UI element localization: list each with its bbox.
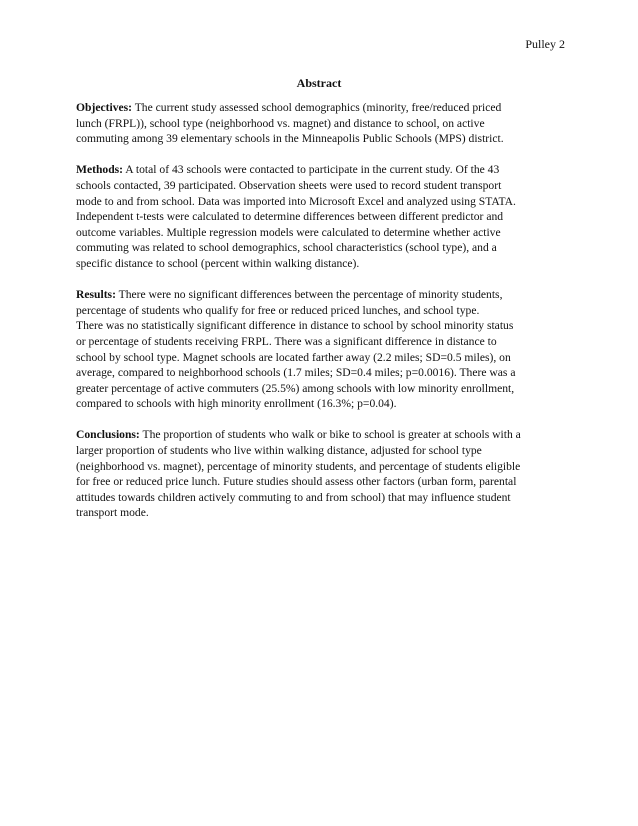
line-text: There were no significant differences between the percentage of minority students, bbox=[115, 288, 503, 302]
paragraph-line: school by school type. Magnet schools are located farther away (2.2 miles; SD=0.5 miles), on bbox=[76, 350, 511, 364]
conclusions-heading: Conclusions: bbox=[76, 428, 140, 442]
paragraph-line: (neighborhood vs. magnet), percentage of minority students, and percentage of students eligible bbox=[76, 459, 521, 473]
paragraph-line: outcome variables. Multiple regression models were calculated to determine whether active bbox=[76, 225, 501, 239]
paragraph-line: greater percentage of active commuters (25.5%) among schools with low minority enrollment, bbox=[76, 381, 515, 395]
abstract-title: Abstract bbox=[296, 76, 342, 90]
paragraph-line bbox=[76, 287, 566, 303]
objectives-paragraph bbox=[76, 100, 566, 147]
paragraph-line: compared to schools with high minority enrollment (16.3%; p=0.04). bbox=[76, 397, 397, 411]
paragraph-line: average, compared to neighborhood schools (1.7 miles; SD=0.4 miles; p=0.0016). There was a bbox=[76, 366, 516, 380]
paragraph-line: schools contacted, 39 participated. Observation sheets were used to record student transport bbox=[76, 178, 502, 192]
paragraph-line: commuting among 39 elementary schools in the Minneapolis Public Schools (MPS) district. bbox=[76, 132, 504, 146]
paragraph-line bbox=[76, 162, 566, 178]
line-text: The current study assessed school demographics (minority, free/reduced priced bbox=[132, 101, 502, 114]
running-head: Pulley 2 bbox=[525, 37, 565, 51]
paragraph-line: larger proportion of students who live within walking distance, adjusted for school type bbox=[76, 444, 482, 458]
paragraph-line: percentage of students who qualify for free or reduced priced lunches, and school type. bbox=[76, 303, 480, 317]
paragraph-line: transport mode. bbox=[76, 506, 149, 520]
paragraph-line: lunch (FRPL)), school type (neighborhood vs. magnet) and distance to school, on active bbox=[76, 116, 485, 130]
paragraph-line: or percentage of students receiving FRPL. There was a significant difference in distance to bbox=[76, 334, 497, 348]
conclusions-paragraph bbox=[76, 427, 566, 521]
paragraph-line bbox=[76, 100, 566, 116]
paragraph-line: Independent t-tests were calculated to determine differences between different predictor and bbox=[76, 210, 504, 224]
paragraph-line: attitudes towards children actively commuting to and from school) that may influence student bbox=[76, 490, 511, 504]
results-heading: Results: bbox=[76, 288, 116, 302]
results-paragraph bbox=[76, 287, 566, 412]
methods-paragraph bbox=[76, 162, 566, 271]
paragraph-line: There was no statistically significant difference in distance to school by school minority status bbox=[76, 319, 514, 333]
abstract-body bbox=[76, 100, 566, 537]
paragraph-line: mode to and from school. Data was imported into Microsoft Excel and analyzed using STATA. bbox=[76, 194, 516, 208]
line-text: A total of 43 schools were contacted to participate in the current study. Of the 43 bbox=[123, 163, 500, 177]
methods-heading: Methods: bbox=[76, 163, 124, 177]
paragraph-line: specific distance to school (percent within walking distance). bbox=[76, 256, 360, 270]
line-text: The proportion of students who walk or bike to school is greater at schools with a bbox=[139, 428, 521, 442]
paragraph-line: commuting was related to school demographics, school characteristics (school type), and a bbox=[76, 241, 497, 255]
paragraph-line: for free or reduced price lunch. Future studies should assess other factors (urban form, parental bbox=[76, 475, 517, 489]
objectives-heading: Objectives: bbox=[76, 101, 133, 114]
paragraph-line bbox=[76, 427, 566, 443]
